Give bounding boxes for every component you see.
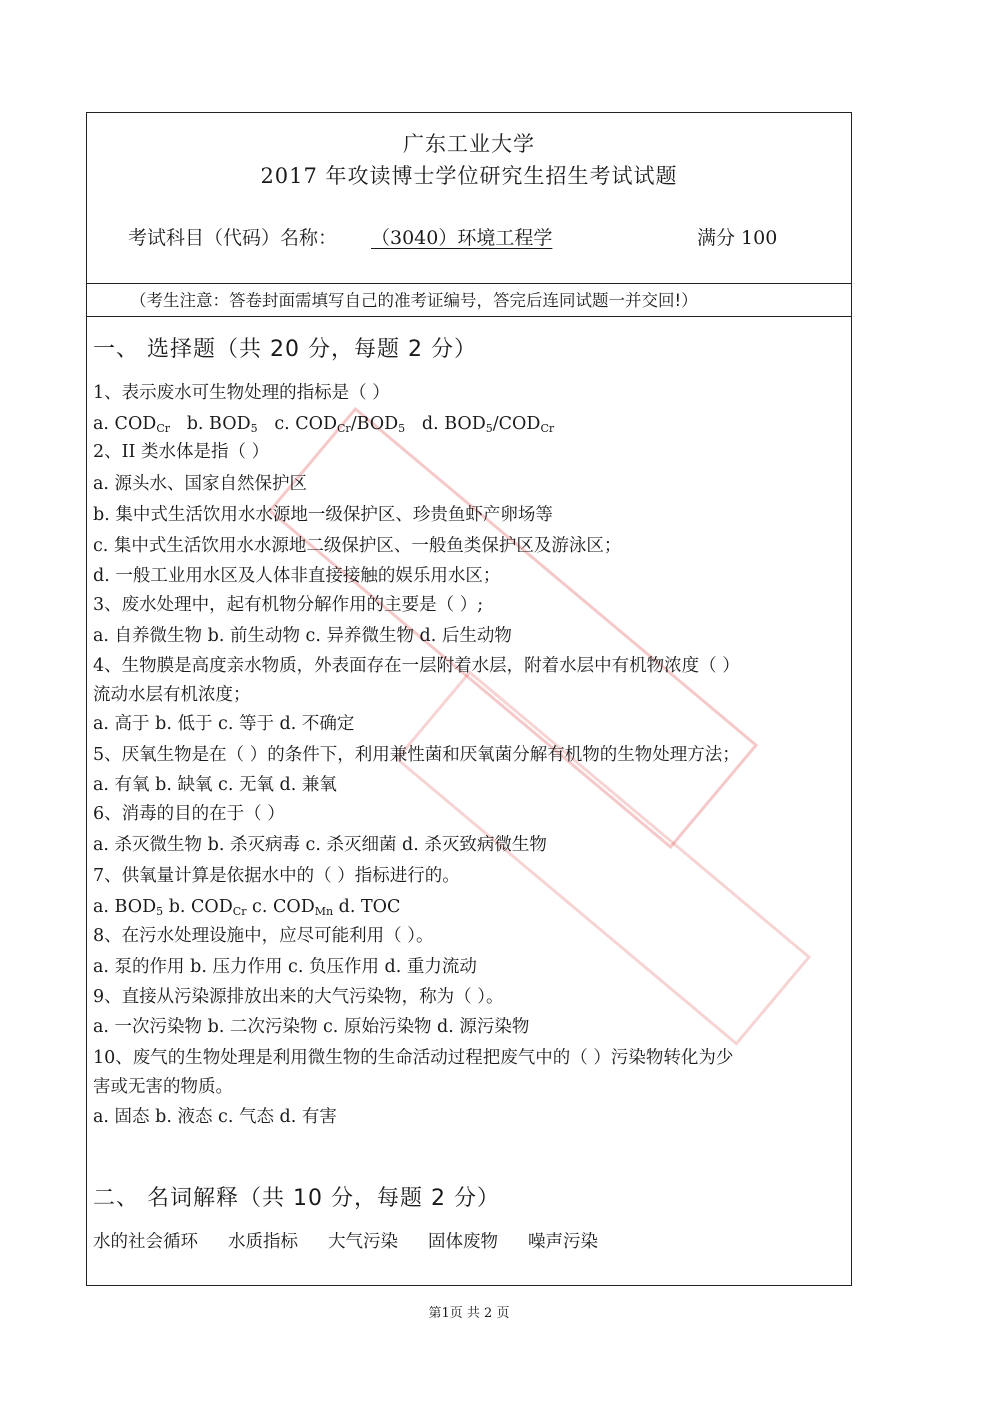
question-10-line1: 10、废气的生物处理是利用微生物的生命活动过程把废气中的（ ）污染物转化为少 (93, 1048, 734, 1068)
question-2-option-d: d. 一般工业用水区及人体非直接接触的娱乐用水区； (93, 566, 501, 586)
question-10-options: a. 固态 b. 液态 c. 气态 d. 有害 (93, 1107, 337, 1127)
page-number: 第1页 共 2 页 (428, 1306, 510, 1321)
question-4-line1: 4、生物膜是高度亲水物质，外表面存在一层附着水层，附着水层中有机物浓度（ ） (93, 656, 740, 676)
question-5-options: a. 有氧 b. 缺氧 c. 无氧 d. 兼氧 (93, 775, 337, 795)
question-10-line2: 害或无害的物质。 (93, 1077, 233, 1097)
term-item: 水质指标 (228, 1232, 298, 1252)
question-9: 9、直接从污染源排放出来的大气污染物，称为（ ）。 (93, 987, 504, 1007)
question-2: 2、II 类水体是指（ ） (93, 442, 270, 462)
header-divider (86, 283, 852, 284)
question-5: 5、厌氧生物是在（ ）的条件下，利用兼性菌和厌氧菌分解有机物的生物处理方法； (93, 745, 740, 765)
question-1: 1、表示废水可生物处理的指标是（ ） (93, 383, 390, 403)
term-list (93, 1231, 598, 1253)
full-score: 满分 100 (697, 227, 778, 249)
question-6-options: a. 杀灭微生物 b. 杀灭病毒 c. 杀灭细菌 d. 杀灭致病微生物 (93, 835, 547, 855)
term-item: 噪声污染 (528, 1232, 598, 1252)
question-8: 8、在污水处理设施中，应尽可能利用（ ）。 (93, 926, 434, 946)
question-8-options: a. 泵的作用 b. 压力作用 c. 负压作用 d. 重力流动 (93, 957, 477, 977)
question-4-line2: 流动水层有机浓度； (93, 685, 251, 705)
question-3: 3、废水处理中，起有机物分解作用的主要是（ ）; (93, 595, 484, 615)
section2-title: 二、 名词解释（共 10 分，每题 2 分） (93, 1186, 500, 1211)
exam-title: 2017 年攻读博士学位研究生招生考试试题 (260, 164, 678, 188)
question-3-options: a. 自养微生物 b. 前生动物 c. 异养微生物 d. 后生动物 (93, 626, 512, 646)
question-1-options: a. $COD_{Cr}$ b. $BOD_5$ c. $COD_{Cr}/BOD_5$ d. $BOD_5/COD_{Cr}$ (93, 414, 555, 435)
term-item: 大气污染 (328, 1232, 398, 1252)
section1-title: 一、 选择题（共 20 分，每题 2 分） (93, 337, 477, 362)
question-2-option-b: b. 集中式生活饮用水水源地一级保护区、珍贵鱼虾产卵场等 (93, 505, 553, 525)
question-7-options: a. $BOD_5$ b. $COD_{Cr}$ c. $COD_{Mn}$ d. TOC (93, 897, 401, 918)
term-item: 水的社会循环 (93, 1232, 198, 1252)
notice-divider (86, 316, 852, 317)
question-4-options: a. 高于 b. 低于 c. 等于 d. 不确定 (93, 714, 355, 734)
subject-value: （3040）环境工程学 (371, 227, 553, 249)
question-7: 7、供氧量计算是依据水中的（ ）指标进行的。 (93, 866, 460, 886)
notice: （考生注意：答卷封面需填写自己的准考证编号，答完后连同试题一并交回!） (130, 291, 698, 310)
term-item: 固体废物 (428, 1232, 498, 1252)
question-2-option-a: a. 源头水、国家自然保护区 (93, 474, 308, 494)
question-6: 6、消毒的目的在于（ ） (93, 804, 285, 824)
question-9-options: a. 一次污染物 b. 二次污染物 c. 原始污染物 d. 源污染物 (93, 1017, 530, 1037)
subject-label: 考试科目（代码）名称： (128, 227, 338, 249)
question-2-option-c: c. 集中式生活饮用水水源地二级保护区、一般鱼类保护区及游泳区； (93, 536, 622, 556)
university-name: 广东工业大学 (403, 132, 535, 156)
